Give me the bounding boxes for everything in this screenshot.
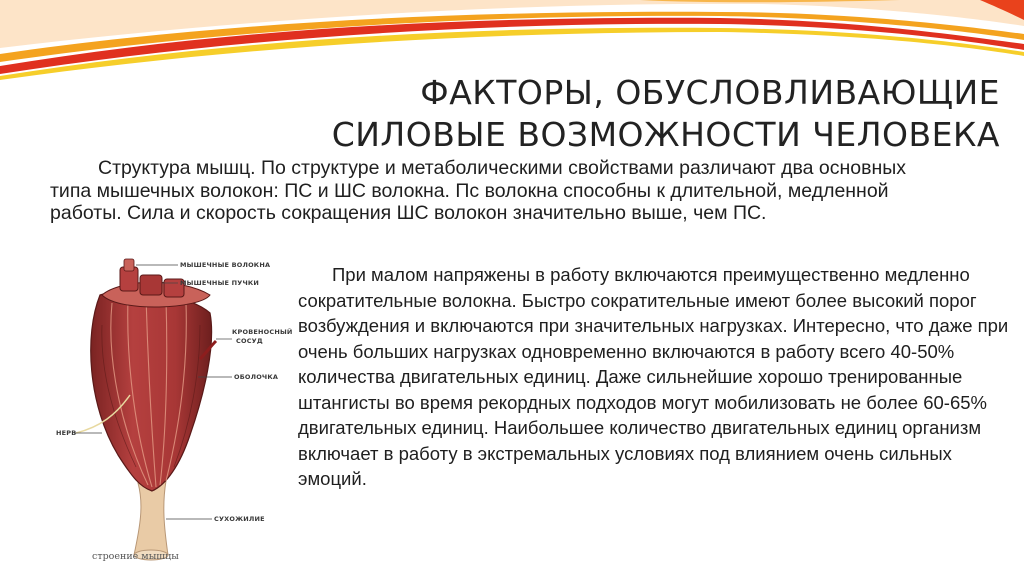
slide-title-line-1: ФАКТОРЫ, ОБУСЛОВЛИВАЮЩИЕ <box>420 73 1000 112</box>
figure-caption: строение мышцы <box>92 551 179 562</box>
label-blood-vessel-line-2: СОСУД <box>236 337 263 345</box>
lead-paragraph: Структура мышц. По структуре и метаболическими свойствами различают два основных типа мышечных волокон: ПС и ШС волокна. Пс волокна способны к длительной, медленной работы. Сила и скорость сокращения ШС волокон значительно выше, чем ПС. <box>50 157 907 224</box>
slide-title <box>120 72 1000 156</box>
body-paragraph: При малом напряжены в работу включаются преимущественно медленно сократительные волокна. Быстро сократительные имеют более высокий порог возбуждения и включаются при значительных нагрузках. Интересно, что даже при очень больших нагрузках одновременно включаются в работу всего 40-50% количества двигательных единиц. Даже сильнейшие хорошо тренированные штангисты во время рекордных подходов могут мобилизовать не более 60-65% двигательных единиц. Наибольшее количество двигательных единиц организм включает в работу в экстремальных условиях под влиянием очень сильных эмоций. <box>298 264 1009 489</box>
muscle-structure-illustration <box>40 255 293 567</box>
label-blood-vessel-line-1: КРОВЕНОСНЫЙ <box>232 328 293 336</box>
label-nerve: НЕРВ <box>56 429 77 437</box>
label-sheath: ОБОЛОЧКА <box>234 373 279 381</box>
label-muscle-bundles: МЫШЕЧНЫЕ ПУЧКИ <box>180 279 260 287</box>
decorative-swoosh-banner <box>0 0 1024 80</box>
slide-title-line-2: СИЛОВЫЕ ВОЗМОЖНОСТИ ЧЕЛОВЕКА <box>331 115 1000 154</box>
label-muscle-fibers: МЫШЕЧНЫЕ ВОЛОКНА <box>180 261 271 269</box>
label-tendon: СУХОЖИЛИЕ <box>214 515 265 523</box>
